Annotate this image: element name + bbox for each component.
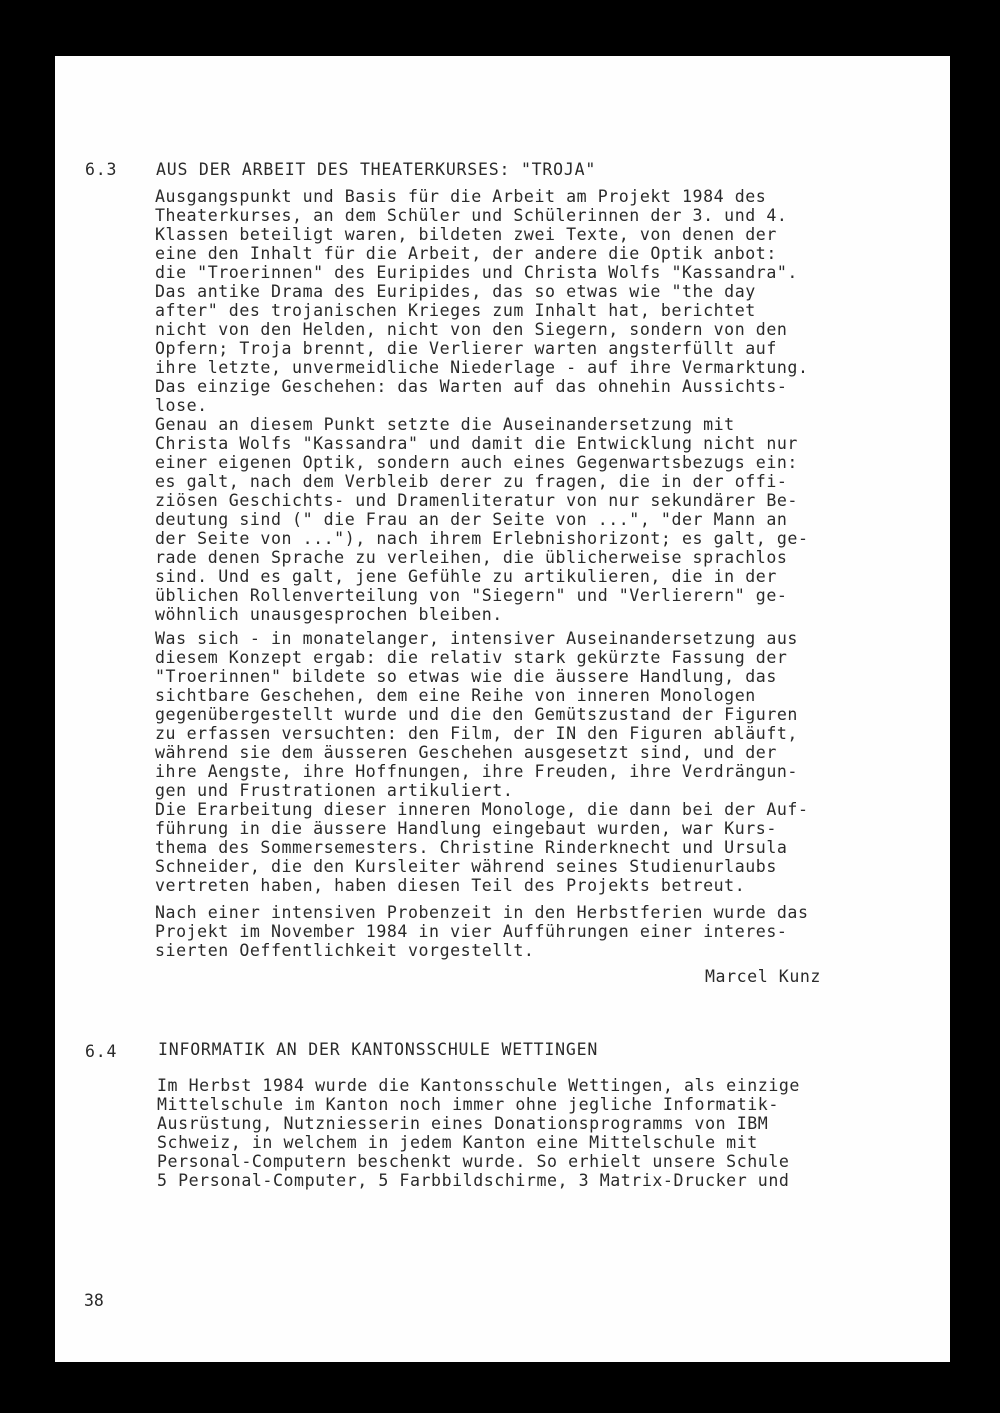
section-title: INFORMATIK AN DER KANTONSSCHULE WETTINGEN	[158, 1040, 599, 1059]
paragraph: Im Herbst 1984 wurde die Kantonsschule Wettingen, als einzige Mittelschule im Kanton noch immer ohne jegliche Informatik- Ausrüstung, Nutzniesserin eines Donationsprogramms von IBM Schweiz, in welchem in jedem Kanton eine Mittelschule mit Personal-Computern beschenkt wurde. So erhielt unsere Schule 5 Personal-Computer, 5 Farbbildschirme, 3 Matrix-Drucker und	[157, 1076, 800, 1190]
author-signature: Marcel Kunz	[705, 967, 821, 986]
paragraph: Nach einer intensiven Probenzeit in den Herbstferien wurde das Projekt im November 1984 in vier Aufführungen einer interes- sierten Oeffentlichkeit vorgestellt.	[155, 903, 809, 960]
paragraph: Was sich - in monatelanger, intensiver Auseinandersetzung aus diesem Konzept ergab: die relativ stark gekürzte Fassung der "Troerinnen" bildete so etwas wie die äussere Handlung, das sichtbare Geschehen, dem eine Reihe von inneren Monologen gegenübergestellt wurde und die den Gemütszustand der Figuren zu erfassen versuchten: den Film, der IN den Figuren abläuft, während sie dem äusseren Geschehen ausgesetzt sind, und der ihre Aengste, ihre Hoffnungen, ihre Freuden, ihre Verdrängun- gen und Frustrationen artikuliert. Die Erarbeitung dieser inneren Monologe, die dann bei der Auf- führung in die äussere Handlung eingebaut wurden, war Kurs- thema des Sommersemesters. Christine Rinderknecht und Ursula Schneider, die den Kursleiter während seines Studienurlaubs vertreten haben, haben diesen Teil des Projekts betreut.	[155, 629, 809, 895]
document-page	[55, 56, 950, 1362]
page-number: 38	[84, 1291, 104, 1310]
section-number: 6.4	[85, 1042, 118, 1061]
paragraph: Ausgangspunkt und Basis für die Arbeit am Projekt 1984 des Theaterkurses, an dem Schüler und Schülerinnen der 3. und 4. Klassen beteiligt waren, bildeten zwei Texte, von denen der eine den Inhalt für die Arbeit, der andere die Optik anbot: die "Troerinnen" des Euripides und Christa Wolfs "Kassandra". Das antike Drama des Euripides, das so etwas wie "the day after" des trojanischen Krieges zum Inhalt hat, berichtet nicht von den Helden, nicht von den Siegern, sondern von den Opfern; Troja brennt, die Verlierer warten angsterfüllt auf ihre letzte, unvermeidliche Niederlage - auf ihre Vermarktung. Das einzige Geschehen: das Warten auf das ohnehin Aussichts- lose. Genau an diesem Punkt setzte die Auseinandersetzung mit Christa Wolfs "Kassandra" und damit die Entwicklung nicht nur einer eigenen Optik, sondern auch eines Gegenwartsbezugs ein: es galt, nach dem Verbleib derer zu fragen, die in der offi- ziösen Geschichts- und Dramenliteratur von nur sekundärer Be- deutung sind (" die Frau an der Seite von ...", "der Mann an der Seite von ..."), nach ihrem Erlebnishorizont; es galt, ge- rade denen Sprache zu verleihen, die üblicherweise sprachlos sind. Und es galt, jene Gefühle zu artikulieren, die in der üblichen Rollenverteilung von "Siegern" und "Verlierern" ge- wöhnlich unausgesprochen bleiben.	[155, 187, 809, 624]
section-title: AUS DER ARBEIT DES THEATERKURSES: "TROJA"	[156, 160, 597, 179]
section-number: 6.3	[85, 160, 118, 179]
